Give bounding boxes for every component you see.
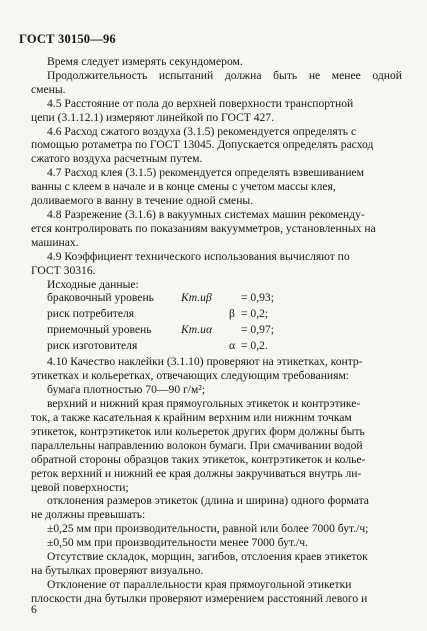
input-data-list bbox=[31, 291, 402, 355]
paragraph-4-8: 4.8 Разрежение (3.1.6) в вакуумных системах машин рекоменду- ется контролировать по показаниям вакуумметров, установленных на машинах. bbox=[31, 207, 376, 249]
document-body bbox=[31, 55, 402, 606]
input-data-title: Исходные данные: bbox=[47, 277, 139, 291]
paragraph-4-9: 4.9 Коэффициент технического использования вычисляют по ГОСТ 30316. bbox=[31, 249, 350, 277]
tolerance-low-speed: ±0,50 мм при производительности менее 7000 бут./ч. bbox=[47, 536, 308, 550]
tolerance-high-speed: ±0,25 мм при производительности, равной или более 7000 бут./ч; bbox=[47, 522, 369, 536]
paragraph-4-7: 4.7 Расход клея (3.1.5) рекомендуется определять взвешиванием ванны с клеем в начале и в конце смены с учетом массы клея, доливаемого в ванну в течение одной смены. bbox=[31, 166, 365, 208]
paragraph-4-10: 4.10 Качество наклейки (3.1.10) проверяют на этикетках, контр- этикетках и кольеретках, отвечающих следующим требованиям: bbox=[31, 355, 363, 383]
paragraph-duration: Продолжительность испытаний должна быть не менее одной смены. bbox=[31, 68, 402, 96]
input-row: браковочный уровень Kт.иβ = 0,93; bbox=[47, 291, 274, 305]
input-row: риск изготовителя α = 0,2. bbox=[47, 339, 268, 353]
paragraph-parallelism: Отклонение от параллельности края прямоугольной этикетки плоскости дна бутылки проверяют измерением расстояний левого и bbox=[31, 577, 368, 605]
page-number: 6 bbox=[31, 603, 37, 616]
input-row: приемочный уровень Kт.иα = 0,97; bbox=[47, 323, 274, 337]
paragraph-4-6: 4.6 Расход сжатого воздуха (3.1.5) рекомендуется определять с помощью ротаметра по ГОСТ 13045. Допускается определять расход сжатого воздуха расчетным путем. bbox=[31, 124, 374, 166]
paragraph-4-5: 4.5 Расстояние от пола до верхней поверхности транспортной цепи (3.1.12.1) измеряют линейкой по ГОСТ 427. bbox=[31, 96, 354, 124]
paragraph-stopwatch: Время следует измерять секундомером. bbox=[47, 55, 243, 68]
paper-density: бумага плотностью 70—90 г/м²; bbox=[47, 383, 206, 397]
standard-header: ГОСТ 30150—96 bbox=[19, 32, 116, 46]
paragraph-label-edges: верхний и нижний края прямоугольных этикеток и контрэтике- ток, а также касательная к крайним верхним или нижним точкам этикеток, контрэтикеток или кольереток других форм должны быть параллельны направлению волокон бумаги. При смачивании водой обратной стороны образцов таких этикеток, контрэтикеток и колье- реток верхний и нижний ее края должны закручиваться внутрь ли- цевой поверхности; bbox=[31, 397, 366, 494]
paragraph-visual-check: Отсутствие складок, морщин, загибов, отслоения краев этикеток на бутылках проверяют визуально. bbox=[31, 550, 368, 577]
paragraph-size-deviation: отклонения размеров этикеток (длина и ширина) одного формата не должны превышать: bbox=[31, 494, 369, 522]
input-row: риск потребителя β = 0,2; bbox=[47, 307, 269, 321]
